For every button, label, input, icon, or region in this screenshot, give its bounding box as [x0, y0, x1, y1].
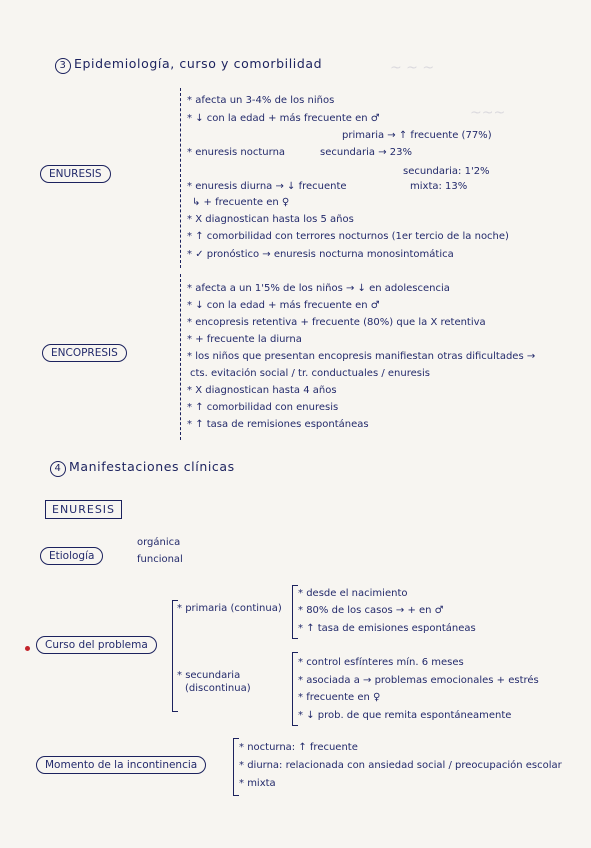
- branch-item: secundaria: 1'2%: [403, 166, 490, 177]
- section-title: Epidemiología, curso y comorbilidad: [74, 56, 323, 71]
- list-item: * ↑ comorbilidad con enuresis: [187, 402, 338, 414]
- list-item: ↳ + frecuente en ♀: [192, 197, 290, 208]
- bleed-through-text: ~~~: [470, 105, 506, 121]
- enuresis-box: ENURESIS: [45, 500, 122, 519]
- list-item: * + frecuente la diurna: [187, 334, 302, 346]
- list-item: * enuresis diurna → ↓ frecuente: [187, 181, 347, 193]
- enuresis-bubble: ENURESIS: [40, 165, 111, 183]
- list-item: * afecta a un 1'5% de los niños → ↓ en adolescencia: [187, 283, 450, 295]
- curso-bracket: [172, 600, 178, 712]
- branch-item: secundaria → 23%: [320, 147, 412, 158]
- list-item: * ↑ tasa de remisiones espontáneas: [187, 419, 369, 431]
- bleed-through-text: ~ ~ ~: [390, 60, 435, 76]
- section-3-heading: [55, 58, 322, 74]
- list-item: * asociada a → problemas emocionales + estrés: [298, 675, 539, 687]
- branch-item: mixta: 13%: [410, 181, 468, 192]
- secundaria-label-sub: (discontinua): [185, 683, 251, 694]
- enuresis-bracket: [180, 88, 181, 268]
- momento-bubble: Momento de la incontinencia: [36, 756, 206, 774]
- curso-bubble: Curso del problema: [36, 636, 157, 654]
- section-number: 4: [50, 461, 66, 477]
- list-item: * nocturna: ↑ frecuente: [239, 742, 358, 754]
- list-item: * afecta un 3-4% de los niños: [187, 95, 334, 107]
- list-item: * encopresis retentiva + frecuente (80%) que la X retentiva: [187, 317, 486, 329]
- list-item: * diurna: relacionada con ansiedad social / preocupación escolar: [239, 760, 562, 772]
- section-title: Manifestaciones clínicas: [69, 459, 235, 474]
- primaria-label: * primaria (continua): [177, 603, 282, 615]
- list-item: cts. evitación social / tr. conductuales / enuresis: [190, 368, 430, 379]
- section-number: 3: [55, 58, 71, 74]
- list-item: * mixta: [239, 778, 276, 790]
- encopresis-bubble: ENCOPRESIS: [42, 344, 127, 362]
- encopresis-bracket: [180, 274, 181, 440]
- list-item: * ↑ comorbilidad con terrores nocturnos (1er tercio de la noche): [187, 231, 509, 243]
- list-item: * control esfínteres mín. 6 meses: [298, 657, 464, 669]
- list-item: * enuresis nocturna: [187, 147, 285, 159]
- list-item: * 80% de los casos → + en ♂: [298, 605, 444, 617]
- section-4-heading: [50, 461, 235, 477]
- list-item: * desde el nacimiento: [298, 588, 407, 600]
- list-item: * ↓ prob. de que remita espontáneamente: [298, 710, 511, 722]
- etiologia-bubble: Etiología: [40, 547, 103, 565]
- branch-item: primaria → ↑ frecuente (77%): [342, 130, 492, 141]
- list-item: * frecuente en ♀: [298, 692, 380, 704]
- list-item: * ↑ tasa de emisiones espontáneas: [298, 623, 476, 635]
- list-item: * ↓ con la edad + más frecuente en ♂: [187, 113, 380, 125]
- red-dot-marker: [25, 646, 30, 651]
- list-item: * X diagnostican hasta los 5 años: [187, 214, 354, 226]
- list-item: * X diagnostican hasta 4 años: [187, 385, 337, 397]
- list-item: * ✓ pronóstico → enuresis nocturna monosintomática: [187, 249, 454, 261]
- branch-item: funcional: [137, 554, 183, 565]
- list-item: * ↓ con la edad + más frecuente en ♂: [187, 300, 380, 312]
- list-item: * los niños que presentan encopresis manifiestan otras dificultades →: [187, 351, 535, 363]
- secundaria-label: * secundaria: [177, 670, 240, 682]
- branch-item: orgánica: [137, 537, 181, 548]
